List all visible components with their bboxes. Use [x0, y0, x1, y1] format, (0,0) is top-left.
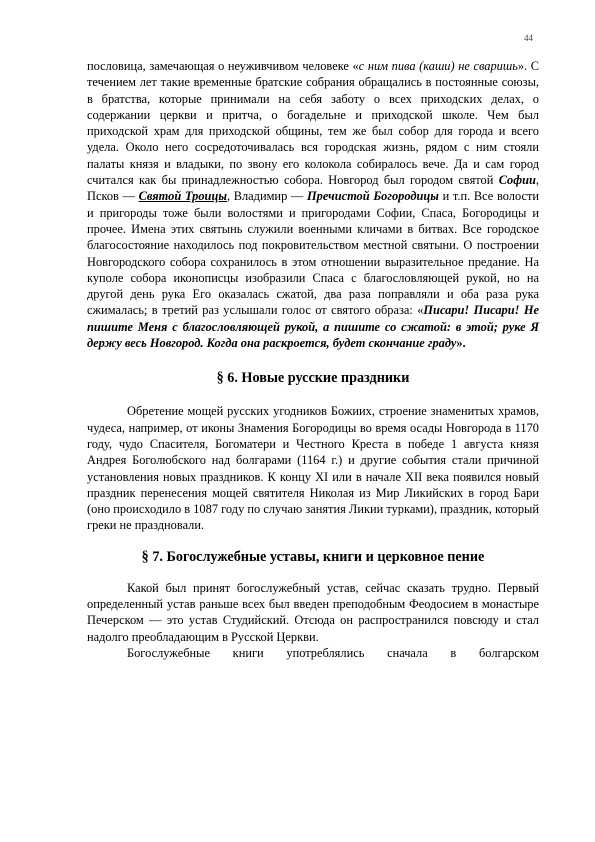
bold-italic-quote: Писари! Писари! Не пишите Меня с благословляющей рукой, а пишите со сжатой: в этой; руке Я держу весь Новгород. Когда она раскроется, будет скончание граду: [87, 303, 539, 351]
paragraph-4: Богослужебные книги употреблялись сначала в болгарском: [127, 645, 539, 660]
text-run: , Владимир —: [226, 189, 308, 204]
paragraph-1: [87, 58, 539, 351]
text-run: , Псков —: [87, 173, 539, 204]
page-number: 44: [524, 33, 533, 43]
bold-italic-name: Софии: [498, 173, 536, 188]
text-run: пословица, замечающая о неуживчивом человеке «: [87, 59, 359, 73]
section-heading-6: § 6. Новые русские праздники: [216, 370, 410, 387]
paragraph-2: Обретение мощей русских угодников Божиих, строение знаменитых храмов, чудеса, например, от иконы Знамения Богородицы во время осады Новгорода в 1170 году, чудо Спасителя, Богоматери и Честного Креста в победе 1 августа князя Андрея Боголюбского над болгарами (1164 г.) и другие события стали причиной установления новых праздников. К концу XI или в начале XII века появился новый праздник перенесения мощей святителя Николая из Мир Ликийских в город Бари (оно происходило в 1087 году по случаю занятия Ликии турками), праздник, который греки не праздновали.: [87, 404, 539, 533]
italic-quote: с ним пива (каши) не сваришь: [358, 59, 518, 73]
text-run: и т.п. Все волости и пригороды тоже были волостями и пригородами Софии, Спаса, Богородицы и прочее. Имена этих святынь служили военными кличами в битвах. Все городское благосостояние находилось под покровительством местной святыни. О построении Новгородского собора сохранилось в этом отношении выразительное предание. На куполе собора иконописцы изобразили Спаса с благословляющей рукой, но на другой день рука Его оказалась сжатой, два раза поправляли и оба раза рука сжималась; в третий раз услышали голос от святого образа: «: [87, 189, 539, 318]
text-run: ». С течением лет такие временные братские собрания обращались в постоянные союзы, в братства, которые принимали на себя заботу о всех приходских делах, о содержании церкви и притча, о богадельне и приходской школе. Чем был приходской храм для приходской общины, тем же был собор для города и всего удела. Около него сосредоточивалась вся городская жизнь, рядом с ним стояли палаты князя и владыки, по звону его колокола собиралось вече. Да и сам город считался как бы принадлежностью собора. Новгород был городом святой: [87, 59, 539, 188]
page-content: [87, 58, 539, 661]
bold-italic-name: Пречистой Богородицы: [307, 189, 439, 204]
paragraph-3: Какой был принят богослужебный устав, сейчас сказать трудно. Первый определенный устав раньше всех был введен преподобным Феодосием в монастыре Печерском — это устав Студийский. Отсюда он распространился повсюду и стал надолго преобладающим в Русской Церкви.: [87, 580, 539, 644]
section-heading-7: § 7. Богослужебные уставы, книги и церковное пение: [141, 548, 485, 565]
underlined-name: Святой Троицы: [138, 189, 227, 204]
closing-quote: ».: [456, 336, 466, 351]
